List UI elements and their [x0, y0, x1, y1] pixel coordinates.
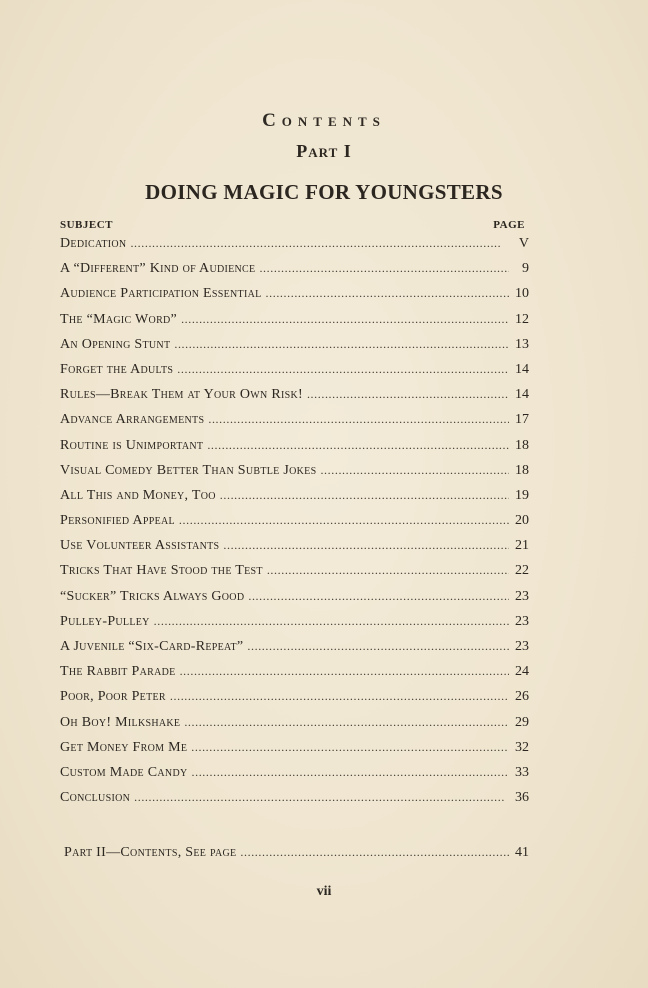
toc-entry: [60, 236, 529, 261]
toc-entry: [60, 689, 529, 714]
part-title: DOING MAGIC FOR YOUNGSTERS: [145, 180, 503, 204]
toc-entry-page: 9: [522, 261, 529, 277]
toc-entry: [60, 463, 529, 488]
part-two-page: 41: [515, 845, 529, 860]
toc-entry-page: 24: [515, 664, 529, 680]
toc-entry-page: 21: [515, 538, 529, 554]
toc-entry-title: Custom Made Candy: [60, 764, 188, 780]
dot-leader: [184, 715, 509, 730]
toc-entry-page: 19: [515, 487, 529, 503]
toc-entry: [60, 312, 529, 337]
dot-leader: [170, 689, 509, 704]
dot-leader: [247, 639, 509, 654]
subject-column-header: SUBJECT: [60, 219, 114, 231]
toc-entry: [60, 563, 529, 588]
toc-entry-title: Rules—Break Them at Your Own Risk!: [60, 387, 303, 403]
toc-entry: [60, 614, 529, 639]
toc-entry: [60, 513, 529, 538]
toc-entry-page: 13: [515, 336, 529, 352]
toc-entry-title: Routine is Unimportant: [60, 437, 204, 453]
toc-entry-page: 23: [515, 588, 529, 604]
toc-entry: [60, 664, 529, 689]
toc-entry-page: 26: [515, 689, 529, 705]
dot-leader: [259, 261, 509, 276]
toc-entry-title: Get Money From Me: [60, 739, 188, 755]
dot-leader: [191, 740, 509, 755]
toc-entry-title: Poor, Poor Peter: [60, 689, 166, 705]
toc-entry: [60, 362, 529, 387]
dot-leader: [134, 790, 509, 805]
toc-entry-page: 33: [515, 764, 529, 780]
dot-leader: [266, 286, 509, 301]
dot-leader: [180, 664, 509, 679]
toc-entry-title: Advance Arrangements: [60, 412, 205, 428]
toc-entry-title: A Juvenile “Six-Card-Repeat”: [60, 639, 244, 654]
toc-entry-page: 10: [515, 286, 529, 302]
toc-entry: [60, 261, 529, 286]
toc-entry: [60, 387, 529, 412]
toc-entry-title: Forget the Adults: [60, 361, 174, 377]
toc-entry-page: 22: [515, 563, 529, 579]
dot-leader: [192, 765, 510, 780]
toc-entry: [60, 412, 529, 437]
dot-leader: [208, 412, 509, 427]
part-two-reference: [64, 845, 529, 870]
toc-entry: [60, 538, 529, 563]
dot-leader: [154, 614, 509, 629]
dot-leader: [220, 488, 509, 503]
toc-entry-title: The Rabbit Parade: [60, 664, 176, 680]
dot-leader: [240, 845, 509, 860]
dot-leader: [174, 337, 509, 352]
toc-entry-title: “Sucker” Tricks Always Good: [60, 588, 245, 604]
dot-leader: [179, 513, 509, 528]
toc-entry-title: A “Different” Kind of Audience: [60, 261, 256, 277]
toc-entry-title: Use Volunteer Assistants: [60, 538, 220, 554]
toc-entry: [60, 286, 529, 311]
toc-entry-page: 32: [515, 739, 529, 755]
toc-entry-page: 18: [515, 437, 529, 453]
toc-entry: [60, 639, 529, 664]
dot-leader: [130, 236, 509, 251]
dot-leader: [248, 589, 509, 604]
table-of-contents: [60, 236, 529, 815]
dot-leader: [320, 463, 509, 478]
toc-entry-page: 29: [515, 714, 529, 730]
toc-entry-title: Visual Comedy Better Than Subtle Jokes: [60, 462, 317, 478]
toc-entry: [60, 488, 529, 513]
dot-leader: [181, 312, 509, 327]
toc-entry-title: Audience Participation Essential: [60, 286, 262, 302]
toc-entry-page: 18: [515, 462, 529, 478]
toc-entry-page: 36: [515, 790, 529, 806]
toc-entry-page: 14: [515, 361, 529, 377]
page-column-header: PAGE: [493, 219, 525, 231]
toc-entry: [60, 765, 529, 790]
page-folio: vii: [316, 884, 332, 899]
toc-entry: [60, 337, 529, 362]
toc-entry-title: All This and Money, Too: [60, 487, 216, 503]
toc-entry-page: 23: [515, 639, 529, 654]
toc-entry-title: An Opening Stunt: [60, 336, 171, 352]
toc-entry: [60, 715, 529, 740]
toc-entry-page: V: [518, 236, 529, 251]
contents-heading: Contents: [262, 110, 386, 131]
toc-entry-title: Pulley-Pulley: [60, 613, 150, 629]
toc-entry-title: Personified Appeal: [60, 513, 175, 529]
toc-entry-page: 12: [515, 311, 529, 327]
toc-entry: [60, 438, 529, 463]
toc-entry-page: 17: [515, 412, 529, 428]
dot-leader: [223, 538, 509, 553]
toc-entry: [60, 740, 529, 765]
part-heading: Part I: [296, 141, 352, 161]
dot-leader: [307, 387, 509, 402]
toc-entry-page: 20: [515, 513, 529, 529]
toc-entry-title: Conclusion: [60, 790, 131, 806]
toc-entry: [60, 790, 529, 815]
toc-entry-title: The “Magic Word”: [60, 311, 178, 327]
toc-entry-title: Tricks That Have Stood the Test: [60, 563, 263, 579]
toc-entry-page: 23: [515, 613, 529, 629]
dot-leader: [267, 563, 509, 578]
toc-entry-title: Oh Boy! Milkshake: [60, 714, 181, 730]
toc-entry-page: 14: [515, 387, 529, 403]
dot-leader: [177, 362, 509, 377]
toc-entry: [60, 589, 529, 614]
toc-entry-title: Dedication: [60, 236, 127, 251]
part-two-label: Part II—Contents, See page: [64, 845, 237, 860]
dot-leader: [207, 438, 509, 453]
